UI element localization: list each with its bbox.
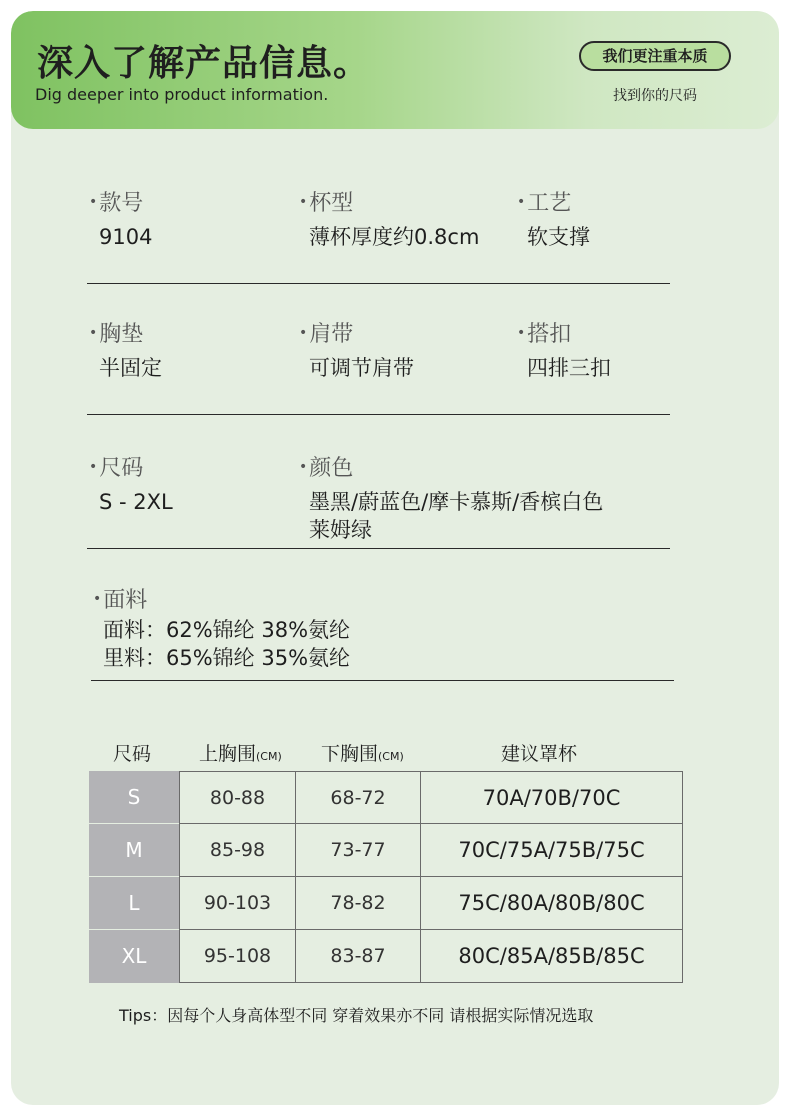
spec-label: •面料: [93, 588, 148, 613]
table-row: [89, 824, 683, 877]
spec-value: 四排三扣: [527, 356, 611, 380]
bust-cell: 85-98: [179, 824, 296, 877]
underbust-cell: 83-87: [296, 930, 421, 983]
spec-value: S - 2XL: [99, 490, 173, 514]
spec-value: 9104: [99, 225, 153, 249]
cup-cell: 70A/70B/70C: [421, 771, 683, 824]
cup-cell: 70C/75A/75B/75C: [421, 824, 683, 877]
spec-label: •工艺: [517, 191, 572, 216]
spec-label: •肩带: [299, 322, 354, 347]
page-title: 深入了解产品信息。: [37, 43, 371, 84]
table-row: [89, 877, 683, 930]
spec-fabric: [93, 583, 350, 672]
size-table: [89, 771, 683, 985]
spec-label: •尺码: [89, 456, 144, 481]
fabric-lining: 里料：65%锦纶 35%氨纶: [103, 646, 351, 670]
color-line-1: 墨黑/蔚蓝色/摩卡慕斯/香槟白色: [309, 490, 604, 514]
spec-value: [309, 488, 603, 544]
tips-note: Tips：因每个人身高体型不同 穿着效果亦不同 请根据实际情况选取: [119, 1006, 594, 1025]
size-cell: L: [89, 877, 179, 930]
underbust-cell: 68-72: [296, 771, 421, 824]
divider: [87, 283, 670, 284]
underbust-cell: 73-77: [296, 824, 421, 877]
size-cell: M: [89, 824, 179, 877]
underbust-cell: 78-82: [296, 877, 421, 930]
table-row: [89, 771, 683, 824]
spec-size: [89, 451, 173, 516]
bust-cell: 90-103: [179, 877, 296, 930]
spec-color: [299, 451, 603, 544]
cup-cell: 80C/85A/85B/85C: [421, 930, 683, 983]
spec-value: 半固定: [99, 356, 162, 380]
spec-value: 软支撑: [527, 225, 590, 249]
spec-value: 可调节肩带: [309, 356, 414, 380]
fabric-outer: 面料：62%锦纶 38%氨纶: [103, 618, 351, 642]
divider: [91, 680, 674, 681]
size-cell: XL: [89, 930, 179, 983]
table-header-bust: 上胸围(CM): [199, 743, 282, 765]
divider: [87, 548, 670, 549]
bust-cell: 80-88: [179, 771, 296, 824]
table-header-underbust: 下胸围(CM): [321, 743, 404, 765]
product-info-card: [11, 11, 779, 1105]
bust-cell: 95-108: [179, 930, 296, 983]
table-row: [89, 930, 683, 983]
divider: [87, 414, 670, 415]
cup-cell: 75C/80A/80B/80C: [421, 877, 683, 930]
spec-style-no: [89, 186, 152, 251]
badge-caption: 找到你的尺码: [613, 88, 697, 104]
quality-badge: 我们更注重本质: [579, 41, 731, 71]
color-line-2: 莱姆绿: [309, 518, 372, 542]
spec-strap: [299, 317, 414, 382]
header-banner: [11, 11, 779, 129]
spec-craft: [517, 186, 590, 251]
spec-pad: [89, 317, 162, 382]
size-cell: S: [89, 771, 179, 824]
table-header-size: 尺码: [113, 743, 152, 765]
spec-label: •胸垫: [89, 322, 144, 347]
spec-label: •颜色: [299, 456, 354, 481]
spec-label: •杯型: [299, 191, 354, 216]
spec-label: •款号: [89, 191, 144, 216]
spec-value: 薄杯厚度约0.8cm: [309, 225, 480, 249]
spec-hook: [517, 317, 611, 382]
spec-value: [103, 616, 350, 672]
spec-cup-type: [299, 186, 479, 251]
spec-label: •搭扣: [517, 322, 572, 347]
table-header-cup: 建议罩杯: [501, 743, 578, 765]
page-subtitle: Dig deeper into product information.: [35, 85, 329, 104]
